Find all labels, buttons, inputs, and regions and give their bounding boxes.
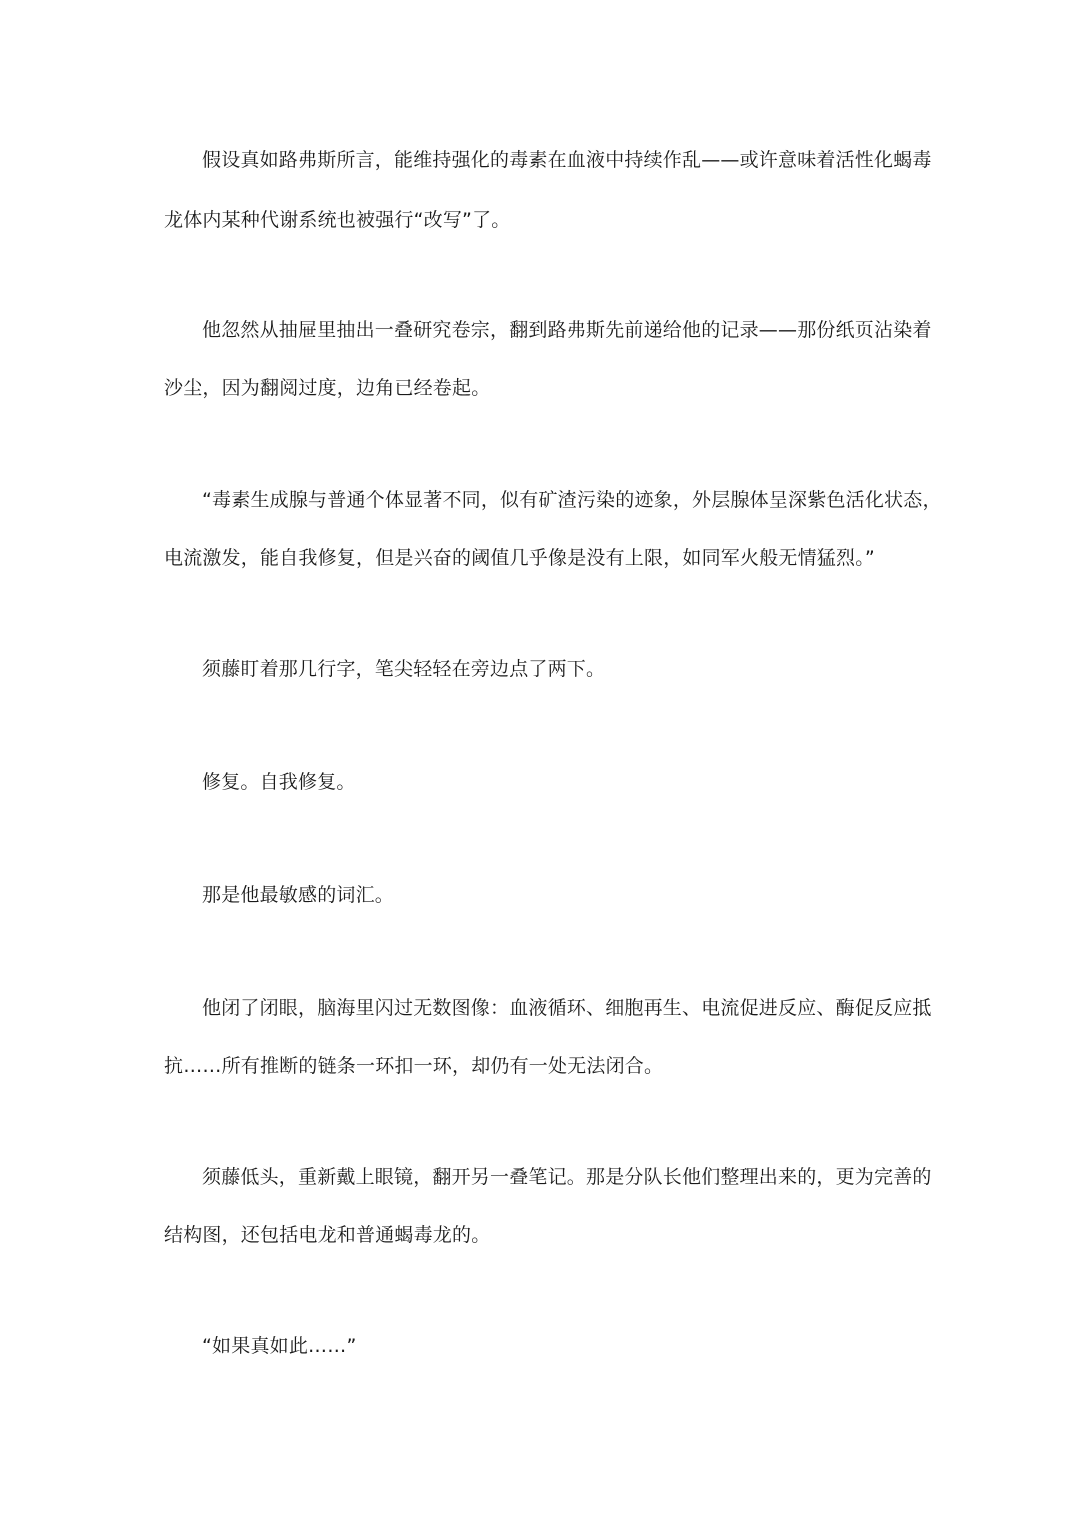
- paragraph-line: 沙尘，因为翻阅过度，边角已经卷起。: [164, 377, 491, 399]
- paragraph-line: 他忽然从抽屉里抽出一叠研究卷宗，翻到路弗斯先前递给他的记录——那份纸页沾染着: [202, 319, 932, 341]
- paragraph-line: 龙体内某种代谢系统也被强行“改写”了。: [164, 209, 511, 231]
- paragraph-line: 抗……所有推断的链条一环扣一环，却仍有一处无法闭合。: [164, 1055, 664, 1077]
- paragraph-line: 假设真如路弗斯所言，能维持强化的毒素在血液中持续作乱——或许意味着活性化蝎毒: [202, 149, 932, 171]
- paragraph-line: 须藤低头，重新戴上眼镜，翻开另一叠笔记。那是分队长他们整理出来的，更为完善的: [202, 1166, 932, 1188]
- paragraph-line: 那是他最敏感的词汇。: [202, 884, 395, 906]
- paragraph-line: 修复。自我修复。: [202, 771, 356, 793]
- paragraph-line: 结构图，还包括电龙和普通蝎毒龙的。: [164, 1224, 491, 1246]
- paragraph-line: “如果真如此……”: [202, 1335, 357, 1357]
- paragraph-line: 他闭了闭眼，脑海里闪过无数图像：血液循环、细胞再生、电流促进反应、酶促反应抵: [202, 997, 932, 1019]
- paragraph-line: 须藤盯着那几行字，笔尖轻轻在旁边点了两下。: [202, 658, 606, 680]
- paragraph-line: 电流激发，能自我修复，但是兴奋的阈值几乎像是没有上限，如同军火般无情猛烈。”: [164, 547, 875, 569]
- paragraph-line: “毒素生成腺与普通个体显著不同，似有矿渣污染的迹象，外层腺体呈深紫色活化状态，: [202, 489, 942, 511]
